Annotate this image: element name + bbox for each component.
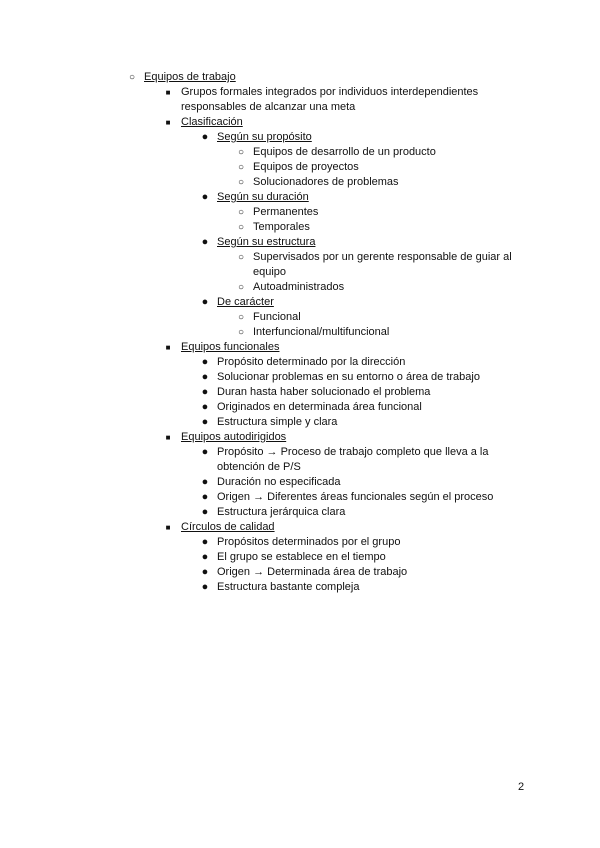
list-item-text: Estructura bastante compleja xyxy=(217,581,360,593)
bullet-disc-icon: ● xyxy=(201,581,209,593)
bullet-square-icon: ■ xyxy=(165,118,171,127)
bullet-disc-icon: ● xyxy=(201,566,209,578)
list-item-text: Originados en determinada área funcional xyxy=(217,401,422,413)
bullet-disc-icon: ● xyxy=(201,551,209,563)
bullet-disc-icon: ● xyxy=(201,446,209,458)
bullet-square-icon: ■ xyxy=(165,523,171,532)
outline-definition-text: Grupos formales integrados por individuos interdependientes responsables de alcanzar una meta xyxy=(181,86,479,113)
bullet-disc-icon: ● xyxy=(201,191,209,203)
bullet-disc-icon: ● xyxy=(201,371,209,383)
bullet-disc-icon: ● xyxy=(201,416,209,428)
list-item-text: Propósitos determinados por el grupo xyxy=(217,536,401,548)
bullet-disc-icon: ● xyxy=(201,506,209,518)
group-title-text: De carácter xyxy=(217,296,274,308)
list-item-text: Interfuncional/multifuncional xyxy=(253,326,390,338)
bullet-disc-icon: ● xyxy=(201,491,209,503)
bullet-circle-icon: ○ xyxy=(237,222,245,233)
bullet-circle-icon: ○ xyxy=(237,327,245,338)
bullet-disc-icon: ● xyxy=(201,356,209,368)
bullet-disc-icon: ● xyxy=(201,386,209,398)
section-title-text: Círculos de calidad xyxy=(181,521,275,533)
bullet-disc-icon: ● xyxy=(201,536,209,548)
outline-title-text: Equipos de trabajo xyxy=(144,71,236,83)
bullet-disc-icon: ● xyxy=(201,476,209,488)
list-item-text: Autoadministrados xyxy=(253,281,345,293)
list-item-text: Equipos de proyectos xyxy=(253,161,359,173)
list-item-text: Funcional xyxy=(253,311,301,323)
list-item-text: Solucionadores de problemas xyxy=(253,176,399,188)
list-item-text: Propósito determinado por la dirección xyxy=(217,356,406,368)
bullet-disc-icon: ● xyxy=(201,131,209,143)
bullet-disc-icon: ● xyxy=(201,236,209,248)
list-item-text: Solucionar problemas en su entorno o área de trabajo xyxy=(217,371,480,383)
group-title-text: Según su propósito xyxy=(217,131,312,143)
list-item-text: Propósito → Proceso de trabajo completo que lleva a la obtención de P/S xyxy=(217,446,489,473)
list-item-text: Temporales xyxy=(253,221,310,233)
bullet-circle-icon: ○ xyxy=(237,282,245,293)
bullet-square-icon: ■ xyxy=(165,88,171,97)
bullet-disc-icon: ● xyxy=(201,296,209,308)
group-title-text: Según su duración xyxy=(217,191,309,203)
bullet-circle-icon: ○ xyxy=(237,162,245,173)
list-item-text: Duración no especificada xyxy=(217,476,341,488)
bullet-disc-icon: ● xyxy=(201,401,209,413)
list-item-text: El grupo se establece en el tiempo xyxy=(217,551,386,563)
list-item-text: Estructura jerárquica clara xyxy=(217,506,346,518)
list-item-text: Supervisados por un gerente responsable de guiar al equipo xyxy=(253,251,512,278)
bullet-circle-icon: ○ xyxy=(237,207,245,218)
bullet-circle-icon: ○ xyxy=(237,177,245,188)
bullet-circle-icon: ○ xyxy=(237,312,245,323)
bullet-circle-icon: ○ xyxy=(128,72,136,83)
list-item-text: Origen → Determinada área de trabajo xyxy=(217,566,408,578)
list-item-text: Permanentes xyxy=(253,206,319,218)
bullet-square-icon: ■ xyxy=(165,433,171,442)
list-item-text: Duran hasta haber solucionado el problema xyxy=(217,386,431,398)
section-title-text: Equipos funcionales xyxy=(181,341,280,353)
section-title-text: Equipos autodirigidos xyxy=(181,431,287,443)
page-number: 2 xyxy=(518,781,525,793)
list-item-text: Estructura simple y clara xyxy=(217,416,338,428)
bullet-square-icon: ■ xyxy=(165,343,171,352)
list-item-text: Equipos de desarrollo de un producto xyxy=(253,146,436,158)
section-title-text: Clasificación xyxy=(181,116,243,128)
list-item-text: Origen → Diferentes áreas funcionales según el proceso xyxy=(217,491,494,503)
bullet-circle-icon: ○ xyxy=(237,147,245,158)
group-title-text: Según su estructura xyxy=(217,236,316,248)
bullet-circle-icon: ○ xyxy=(237,252,245,263)
